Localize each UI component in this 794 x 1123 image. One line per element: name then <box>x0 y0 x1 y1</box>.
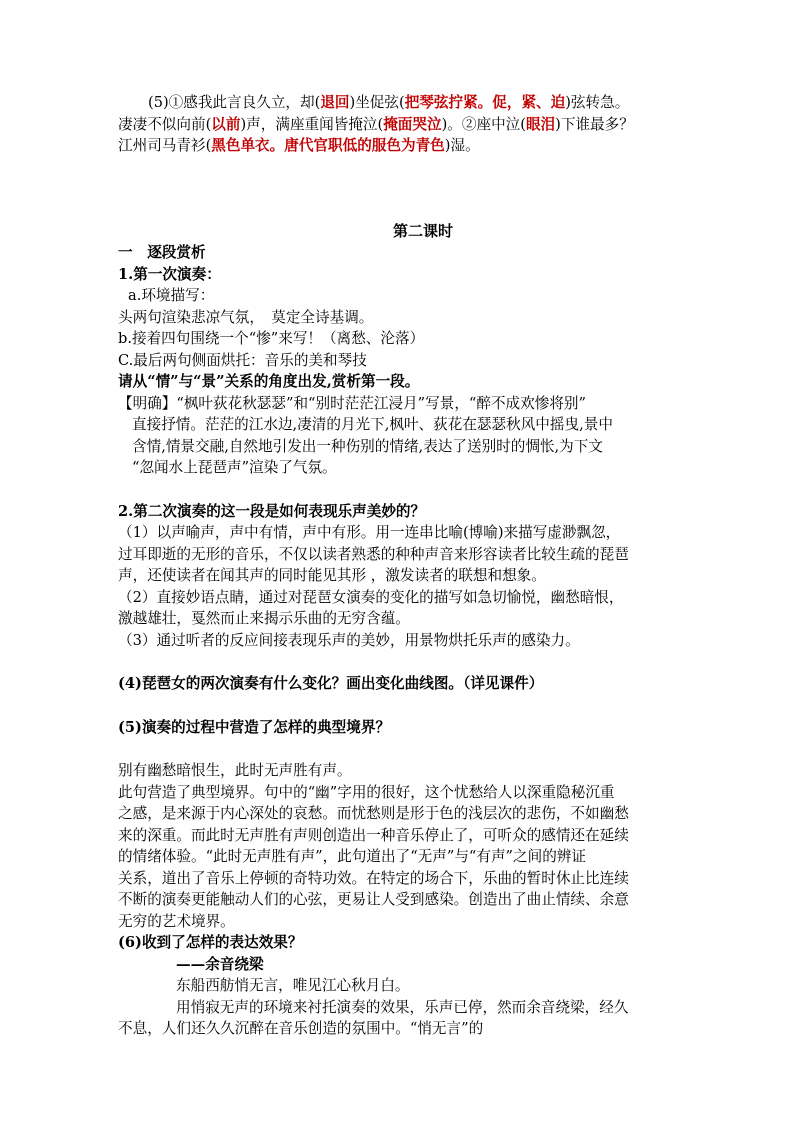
question-4: (4)琵琶女的两次演奏有什么变化？画出变化曲线图。（详见课件） <box>118 675 544 692</box>
question-1: 1.第一次演奏： <box>118 265 221 283</box>
question-5-answer: 别有幽愁暗恨生，此时无声胜有声。 此句营造了典型境界。句中的“幽”字用的很好，这个忧愁给人以深重隐秘沉重 之感，是来源于内心深处的哀愁。而忧愁则是形于色的浅层次的悲伤，不如幽愁 来的深重。而此时无声胜有声则创造出一种音乐停止了，可听众的感情还在延续 的情绪体验。“此时无声胜有声”，此句道出了“无声”与“有声”之间的辨证 关系，道出了音乐上停顿的奇特功效。在特定的场合下，乐曲的暂时休止比连续 不断的演奏更能触动人们的心弦，更易让人受到感染。创造出了曲止情续、余意 无穷的艺术境界。 <box>118 762 629 930</box>
question-2: 2.第二次演奏的这一段是如何表现乐声美妙的？ <box>118 502 426 520</box>
question-1c: C.最后两句侧面烘托：音乐的美和琴技 <box>118 351 367 369</box>
question-6-subtitle: ——余音绕梁 <box>176 955 264 973</box>
document-page <box>118 92 688 1040</box>
question-1a: a.环境描写： <box>128 287 215 304</box>
annotation-line-3: 江州司马青衫(黑色单衣。唐代官职低的服色为青色)湿。 <box>118 137 480 154</box>
question-1b: b.接着四句围绕一个“惨”来写！（离愁、沦落） <box>118 330 425 347</box>
annotation-line-2: 凄凄不似向前(以前)声，满座重闻皆掩泣(掩面哭泣)。②座中泣(眼泪)下谁最多？ <box>118 115 634 133</box>
question-6-poem: 东船西舫悄无言，唯见江心秋月白。 <box>176 977 410 994</box>
question-1a-text: 头两句渲染悲凉气氛， 莫定全诗基调。 <box>118 308 374 326</box>
question-1-task: 请从“情”与“景”关系的角度出发,赏析第一段。 <box>118 373 420 390</box>
annotation-line-1: (5)①感我此言良久立，却(退回)坐促弦(把琴弦拧紧。促，紧、迫)弦转急。 <box>148 94 630 111</box>
question-1-answer: 【明确】“枫叶荻花秋瑟瑟”和“别时茫茫江浸月”写景，“醉不成欢惨将别” 直接抒情。茫茫的江水边,凄清的月光下,枫叶、荻花在瑟瑟秋风中摇曳,景中 含情,情景交融,自然地引发出一种伤别的情绪,表达了送别时的惆怅,为下文 “忽闻水上琵琶声”渲染了气氛。 <box>118 394 613 476</box>
question-5: (5)演奏的过程中营造了怎样的典型境界？ <box>118 718 391 736</box>
question-2-answer: （1）以声喻声，声中有情，声中有形。用一连串比喻(博喻)来描写虚渺飘忽， 过耳即逝的无形的音乐，不仅以读者熟悉的种种声音来形容读者比较生疏的琵琶 声，还使读者在闻其声的同时能见其形 ，激发读者的联想和想象。 （2）直接妙语点睛，通过对琵琶女演奏的变化的描写如急切愉悦，幽愁暗恨， 激越雄壮，戛然而止来揭示乐曲的无穷含蕴。 （3）通过听者的反应间接表现乐声的美妙，用景物烘托乐声的感染力。 <box>118 524 629 649</box>
lesson-title: 第二课时 <box>392 221 453 240</box>
question-6: (6)收到了怎样的表达效果？ <box>118 934 303 951</box>
question-6-answer: 用悄寂无声的环境来衬托演奏的效果，乐声已停，然而余音绕梁，经久 不息，人们还久久沉醉在音乐创造的氛围中。“悄无言”的 <box>118 998 629 1037</box>
section-heading: 一 逐段赏析 <box>118 244 206 261</box>
